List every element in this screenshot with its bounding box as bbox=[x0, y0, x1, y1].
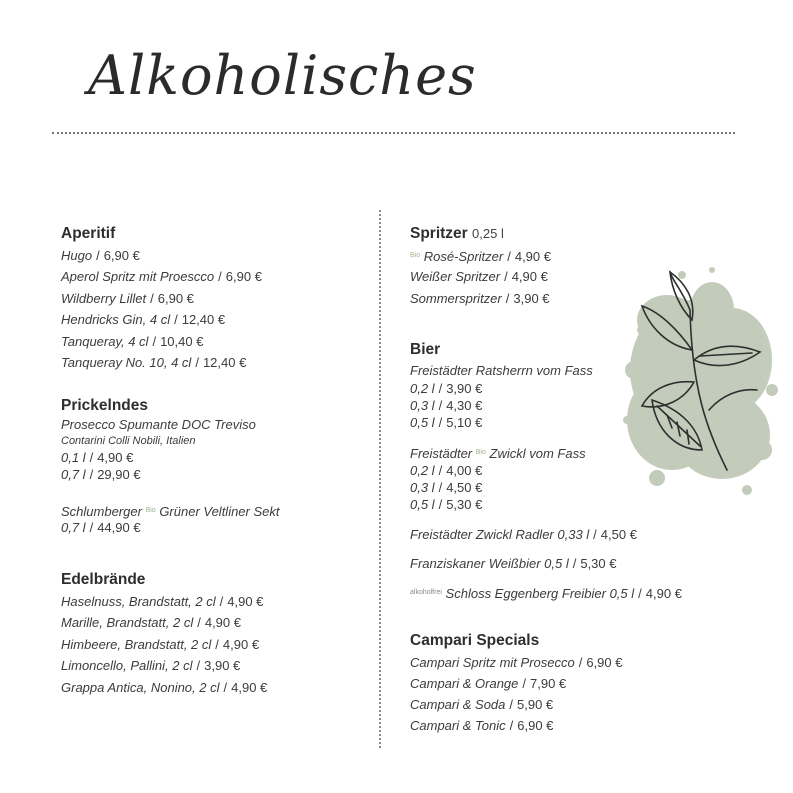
page-title: Alkoholisches bbox=[88, 44, 477, 107]
section-title-prickelndes: Prickelndes bbox=[61, 397, 149, 414]
size-price-line: 0,7 l / 29,90 € bbox=[61, 467, 141, 482]
menu-item: Aperol Spritz mit Proescco / 6,90 € bbox=[61, 269, 262, 284]
section-title-campari: Campari Specials bbox=[410, 632, 540, 649]
menu-item: Hugo / 6,90 € bbox=[61, 248, 140, 263]
plant-illustration bbox=[612, 250, 782, 512]
bio-tag: Bio bbox=[410, 252, 421, 259]
alkoholfrei-tag: alkoholfrei bbox=[410, 589, 442, 596]
column-divider bbox=[379, 210, 381, 748]
bio-tag: Bio bbox=[475, 449, 486, 456]
menu-item: Franziskaner Weißbier 0,5 l / 5,30 € bbox=[410, 556, 617, 571]
menu-item: Campari & Soda / 5,90 € bbox=[410, 697, 554, 712]
size-price-line: 0,2 l / 4,00 € bbox=[410, 463, 483, 478]
prosecco-origin: Contarini Colli Nobili, Italien bbox=[61, 435, 196, 447]
size-price-line: 0,5 l / 5,30 € bbox=[410, 497, 483, 512]
menu-item: Tanqueray No. 10, 4 cl / 12,40 € bbox=[61, 355, 247, 370]
menu-item: $^{Bio}$ Rosé-Spritzer / 4,90 € bbox=[410, 249, 551, 264]
section-title-bier: Bier bbox=[410, 341, 441, 358]
section-title-aperitif: Aperitif bbox=[61, 225, 116, 242]
title-divider bbox=[52, 132, 735, 134]
size-price-line: 0,3 l / 4,50 € bbox=[410, 480, 483, 495]
menu-item: Campari Spritz mit Prosecco / 6,90 € bbox=[410, 655, 623, 670]
size-price-line: 0,3 l / 4,30 € bbox=[410, 398, 483, 413]
section-title-spritzer: Spritzer 0,25 l bbox=[410, 225, 504, 242]
menu-item: Hendricks Gin, 4 cl / 12,40 € bbox=[61, 312, 226, 327]
menu-item: Haselnuss, Brandstatt, 2 cl / 4,90 € bbox=[61, 594, 264, 609]
menu-item: Freistädter Zwickl Radler 0,33 l / 4,50 € bbox=[410, 527, 637, 542]
menu-item: Weißer Spritzer / 4,90 € bbox=[410, 269, 548, 284]
menu-item: Himbeere, Brandstatt, 2 cl / 4,90 € bbox=[61, 637, 260, 652]
size-price-line: 0,1 l / 4,90 € bbox=[61, 450, 134, 465]
bio-tag: Bio bbox=[145, 507, 156, 514]
menu-item: Wildberry Lillet / 6,90 € bbox=[61, 291, 194, 306]
menu-item: Sommerspritzer / 3,90 € bbox=[410, 291, 550, 306]
menu-item: Campari & Orange / 7,90 € bbox=[410, 676, 567, 691]
zwickl-name: Freistädter $^{Bio}$ Zwickl vom Fass bbox=[410, 446, 586, 461]
prosecco-name: Prosecco Spumante DOC Treviso bbox=[61, 417, 256, 432]
menu-item: Campari & Tonic / 6,90 € bbox=[410, 718, 554, 733]
menu-item: Grappa Antica, Nonino, 2 cl / 4,90 € bbox=[61, 680, 268, 695]
size-price-line: 0,5 l / 5,10 € bbox=[410, 415, 483, 430]
size-price-line: 0,2 l / 3,90 € bbox=[410, 381, 483, 396]
menu-item: Limoncello, Pallini, 2 cl / 3,90 € bbox=[61, 658, 241, 673]
ratsherrn-name: Freistädter Ratsherrn vom Fass bbox=[410, 363, 593, 378]
menu-item: Tanqueray, 4 cl / 10,40 € bbox=[61, 334, 204, 349]
size-price-line: 0,7 l / 44,90 € bbox=[61, 520, 141, 535]
sekt-name: Schlumberger $^{Bio}$ Grüner Veltliner Sekt bbox=[61, 504, 280, 519]
section-title-edelbraende: Edelbrände bbox=[61, 571, 146, 588]
menu-item: Marille, Brandstatt, 2 cl / 4,90 € bbox=[61, 615, 241, 630]
menu-item: $^{alkoholfrei}$ Schloss Eggenberg Freibier 0,5 l / 4,90 € bbox=[410, 586, 682, 601]
